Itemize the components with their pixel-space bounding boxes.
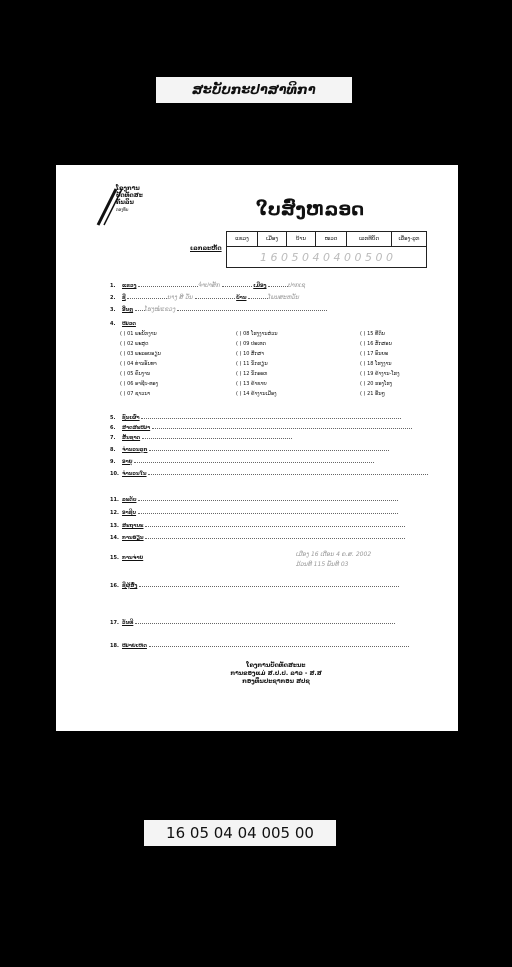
footer: ໂຄງການບັດທັດສະນະ ການຂອງແມ່ ສ.ປ.ປ. ລາວ - ສ.ສ ກອງທຶນປະຊາກອນ ສປຊ: [230, 662, 322, 685]
option: ( ) 07 ຊາວນາ: [120, 391, 151, 397]
option: ( ) 06 ອາຊີບ-ທອງ: [120, 381, 159, 387]
row-13: 13. ສະຖານະ: [110, 521, 405, 529]
option: ( ) 01 ພະນັກງານ: [120, 331, 157, 337]
row-5: 5. ຊົນເຜົ່າ: [110, 413, 401, 421]
header-label: ສະບັບກະປາສາທິກາ: [156, 77, 352, 103]
row-18: 18. ໝາຍເຫດ: [110, 641, 409, 649]
row-16: 16. ຊື່ຜູ້ສົ່ງ: [110, 581, 399, 589]
option: ( ) 09 ປະເທດ: [236, 341, 266, 347]
row-3: 3. ອື່ນໆ ໂຮງໝໍແຂວງ: [110, 305, 327, 313]
option: ( ) 20 ຮອງໂຮງ: [360, 381, 393, 387]
code-col: ເມືອງ: [258, 232, 287, 247]
option: ( ) 12 ນັກອອກ: [236, 371, 268, 377]
option: ( ) 21 ອື່ນໆ: [360, 391, 385, 397]
row-9: 9. ອາຍຸ: [110, 457, 374, 465]
option: ( ) 19 ຄ້າງານ-ໂຮງ: [360, 371, 400, 377]
code-label: ເລກລະຫັດ: [190, 245, 222, 252]
form-title: ໃບສົ່ງຫລອດ: [256, 199, 365, 220]
row-8: 8. ຈຳນວນລູກ: [110, 445, 389, 453]
row-2: 2. ຊື່ ນາງ ສີ ວັນ ບ້ານ ໂພນສະຫວັນ: [110, 294, 300, 301]
bottom-code-label: 16 05 04 04 005 00: [144, 820, 336, 846]
count-line: ມ້ວນທີ 115 ພັນທີ 03: [296, 561, 349, 568]
row-15: 15. ການຈ່າຍ: [110, 555, 144, 561]
option: ( ) 10 ສຶກສາ: [236, 351, 265, 357]
row-7: 7. ສັນຊາດ: [110, 433, 292, 441]
option: ( ) 18 ໂຮງງານ: [360, 361, 392, 367]
code-col: ເລກທີບັດ: [347, 232, 392, 247]
row-4: 4. ໝວດ: [110, 321, 136, 327]
option: ( ) 15 ທີ່ດິນ: [360, 331, 385, 337]
document-sheet: [56, 165, 458, 731]
code-col: ເລື່ອງ-ລູກ: [392, 232, 427, 247]
code-col: ບ້ານ: [287, 232, 316, 247]
option: ( ) 03 ພະລອບອຽນ: [120, 351, 161, 357]
code-table: [226, 231, 427, 268]
code-col: ແຂວງ: [227, 232, 258, 247]
row-14: 14. ການຮຽນ: [110, 533, 405, 541]
date-line: ເມືອງ 16 ເດືອນ 4 ຄ.ສ. 2002: [296, 551, 372, 558]
option: ( ) 11 ນັກຮຽນ: [236, 361, 268, 367]
code-col: ໜວດ: [316, 232, 347, 247]
option: ( ) 13 ຄ້າຂາຍ: [236, 381, 267, 387]
option: ( ) 17 ອົນຍະ: [360, 351, 389, 357]
row-10: 10. ຈຳນວນໃນ: [110, 469, 428, 477]
row-6: 6. ສາດສະໜາ: [110, 423, 412, 431]
option: ( ) 02 ພະສູດ: [120, 341, 149, 347]
row-1: 1. ແຂວງ ຈຳປາສັກ ເມືອງ ປາກເຊ: [110, 282, 306, 289]
row-11: 11. ລະດັບ: [110, 495, 398, 503]
option: ( ) 14 ຄ້າງານເມືອງ: [236, 391, 277, 397]
row-17: 17. ວັນທີ: [110, 618, 395, 626]
row-12: 12. ອາຊີບ: [110, 508, 398, 516]
option: ( ) 05 ຄົນງານ: [120, 371, 151, 377]
code-digits: 1 6 0 5 0 4 0 4 0 0 5 0 0: [227, 247, 427, 268]
option: ( ) 16 ສັກສອນ: [360, 341, 392, 347]
option: ( ) 08 ໂຮງງານສ່ວນ: [236, 331, 278, 337]
option: ( ) 04 ທ່ານອັນທາ: [120, 361, 157, 367]
logo-text: ໂຄງການ ບັດທັດສະ ຄັນລິນ ກອງທຶນ: [116, 185, 143, 212]
